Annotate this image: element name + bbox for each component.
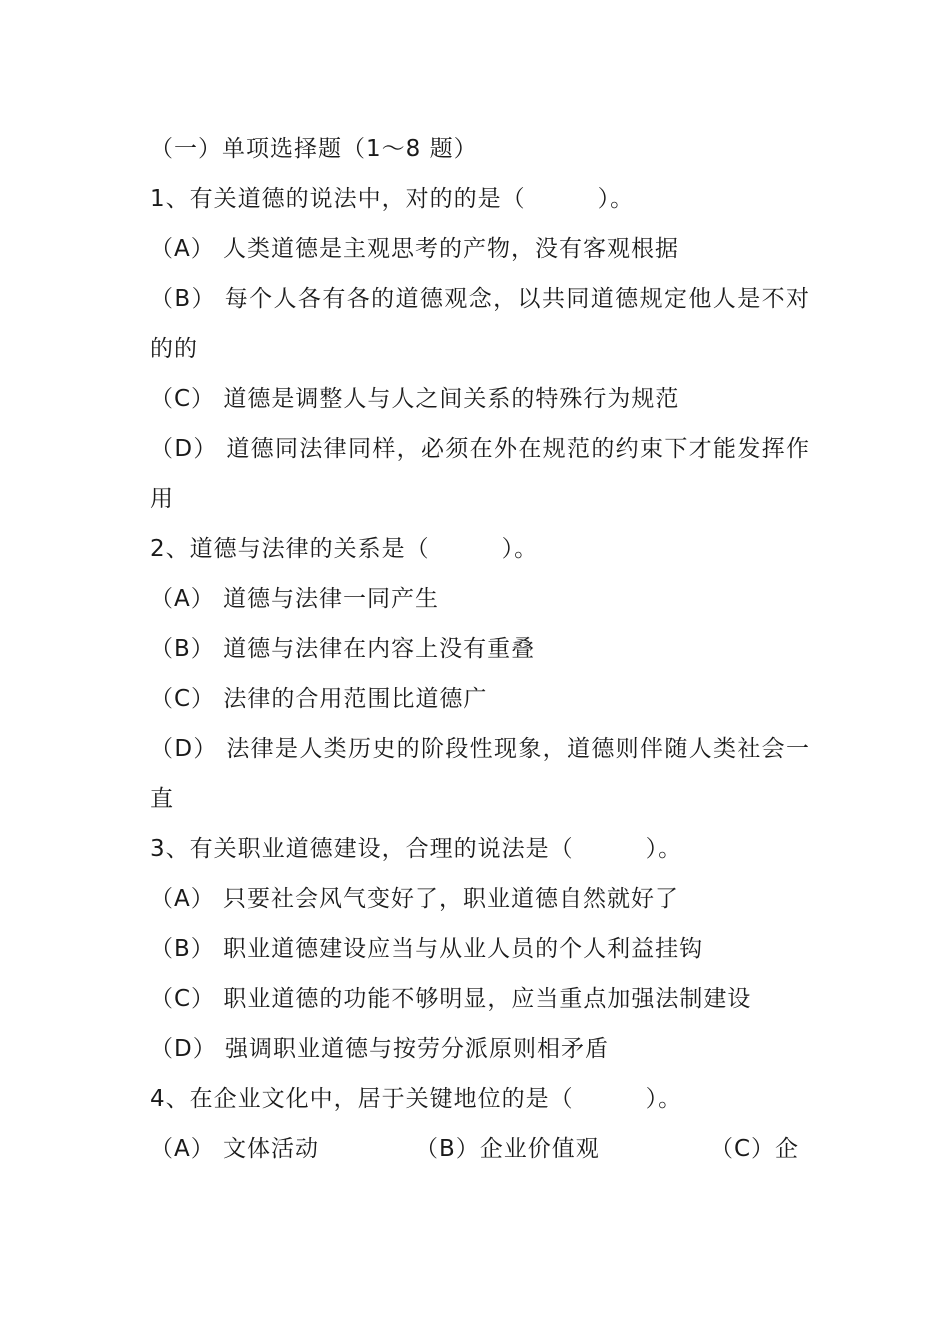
option-c: （C） 法律的合用范围比道德广 bbox=[150, 686, 488, 712]
document-page bbox=[150, 124, 810, 1174]
question-4 bbox=[150, 1074, 810, 1174]
question-stem: 2、道德与法律的关系是（ ）。 bbox=[150, 536, 539, 562]
option-a: （A） 道德与法律一同产生 bbox=[150, 586, 440, 612]
option-d: （D） 道德同法律同样，必须在外在规范的约束下才能发挥作用 bbox=[150, 436, 810, 512]
option-c: （C）企 bbox=[710, 1136, 800, 1162]
option-b: （B） 道德与法律在内容上没有重叠 bbox=[150, 636, 536, 662]
question-2 bbox=[150, 524, 810, 824]
option-a: （A） 人类道德是主观思考的产物，没有客观根据 bbox=[150, 236, 680, 262]
section-title: （一）单项选择题（1～8 题） bbox=[150, 136, 478, 162]
option-row bbox=[150, 1124, 810, 1174]
question-1 bbox=[150, 174, 810, 524]
option-c: （C） 道德是调整人与人之间关系的特殊行为规范 bbox=[150, 386, 680, 412]
option-b: （B）企业价值观 bbox=[415, 1136, 600, 1162]
option-d: （D） 强调职业道德与按劳分派原则相矛盾 bbox=[150, 1036, 610, 1062]
question-stem: 4、在企业文化中，居于关键地位的是（ ）。 bbox=[150, 1086, 683, 1112]
question-stem: 3、有关职业道德建设，合理的说法是（ ）。 bbox=[150, 836, 683, 862]
question-3 bbox=[150, 824, 810, 1074]
option-c: （C） 职业道德的功能不够明显，应当重点加强法制建设 bbox=[150, 986, 752, 1012]
option-b: （B） 每个人各有各的道德观念，以共同道德规定他人是不对的的 bbox=[150, 286, 810, 362]
option-a: （A） 只要社会风气变好了，职业道德自然就好了 bbox=[150, 886, 680, 912]
option-d: （D） 法律是人类历史的阶段性现象，道德则伴随人类社会一直 bbox=[150, 736, 810, 812]
question-stem: 1、有关道德的说法中，对的的是（ ）。 bbox=[150, 186, 635, 212]
option-b: （B） 职业道德建设应当与从业人员的个人利益挂钩 bbox=[150, 936, 704, 962]
option-a: （A） 文体活动 bbox=[150, 1136, 320, 1162]
